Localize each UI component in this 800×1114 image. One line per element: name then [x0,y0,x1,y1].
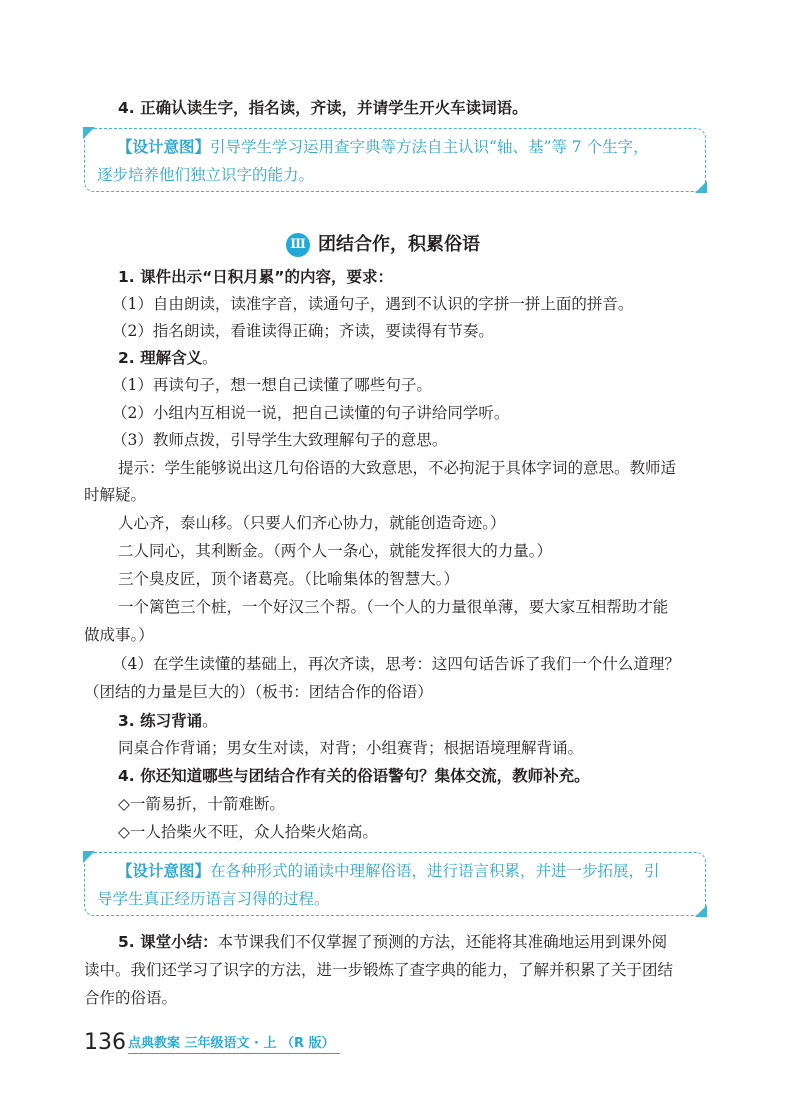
proverb: 一个篱笆三个桩，一个好汉三个帮。（一个人的力量很单薄，要大家互相帮助才能 [118,598,669,616]
corner-ornament-icon [695,905,707,917]
running-footer: 点典教案 三年级语文 · 上 （R 版） [128,1032,340,1054]
design-intent-box-2 [84,852,706,916]
section-title-text: 团结合作，积累俗语 [318,234,480,255]
section-number-badge: Ⅲ [286,233,310,257]
paragraph: （1）自由朗读，读准字音，读通句子，遇到不认识的字拼一拼上面的拼音。 [112,295,634,313]
design-intent-box-1 [84,128,706,192]
design-intent-text: 在各种形式的诵读中理解俗语，进行语言积累，并进一步拓展，引 [210,862,660,880]
step-1-heading: 1. 课件出示“日积月累”的内容，要求： [118,268,393,286]
proverb: 做成事。） [84,626,154,644]
summary-paragraph: 5. 课堂小结：本节课我们不仅掌握了预测的方法，还能将其准确地运用到课外阅 [118,933,668,951]
paragraph: （1）再读句子，想一想自己读懂了哪些句子。 [112,376,432,394]
paragraph: 合作的俗语。 [84,989,178,1007]
paragraph: （4）在学生读懂的基础上，再次齐读，思考：这四句话告诉了我们一个什么道理？ [112,655,680,673]
paragraph: （2）小组内互相说一说，把自己读懂的句子讲给同学听。 [112,404,510,422]
proverb: 人心齐，泰山移。（只要人们齐心协力，就能创造奇迹。） [118,514,506,532]
design-intent-text: 引导学生学习运用查字典等方法自主认识“轴、基”等 7 个生字， [210,138,649,156]
design-intent-text: 逐步培养他们独立识字的能力。 [97,166,315,184]
list-item: ◇一箭易折，十箭难断。 [118,795,285,813]
list-item: ◇一人拾柴火不旺，众人拾柴火焰高。 [118,823,378,841]
paragraph: 读中。我们还学习了识字的方法，进一步锻炼了查字典的能力，了解并积累了关于团结 [84,961,674,979]
corner-ornament-icon [83,851,95,863]
section-title [286,232,480,258]
step-2-heading: 2. 理解含义。 [118,349,218,367]
paragraph: （团结的力量是巨大的）（板书：团结合作的俗语） [84,683,433,701]
design-intent-tag: 【设计意图】 [117,138,211,156]
paragraph: 时解疑。 [84,486,147,504]
design-intent-text: 导学生真正经历语言习得的过程。 [97,890,330,908]
paragraph: （3）教师点拨，引导学生大致理解句子的意思。 [112,431,448,449]
proverb: 三个臭皮匠，顶个诸葛亮。（比喻集体的智慧大。） [118,570,460,588]
paragraph: 同桌合作背诵；男女生对读，对背；小组赛背；根据语境理解背诵。 [118,739,584,757]
corner-ornament-icon [83,127,95,139]
step-4-heading: 4. 正确认读生字，指名读，齐读，并请学生开火车读词语。 [118,99,528,117]
paragraph: （2）指名朗读，看谁读得正确；齐读，要读得有节奏。 [112,322,494,340]
page-number: 136 [84,1030,126,1055]
step-4b-heading: 4. 你还知道哪些与团结合作有关的俗语警句？集体交流，教师补充。 [118,767,590,785]
corner-ornament-icon [695,181,707,193]
design-intent-tag: 【设计意图】 [117,862,211,880]
step-3-heading: 3. 练习背诵。 [118,712,218,730]
paragraph: 提示：学生能够说出这几句俗语的大致意思，不必拘泥于具体字词的意思。教师适 [118,459,677,477]
proverb: 二人同心，其利断金。（两个人一条心，就能发挥很大的力量。） [118,542,553,560]
